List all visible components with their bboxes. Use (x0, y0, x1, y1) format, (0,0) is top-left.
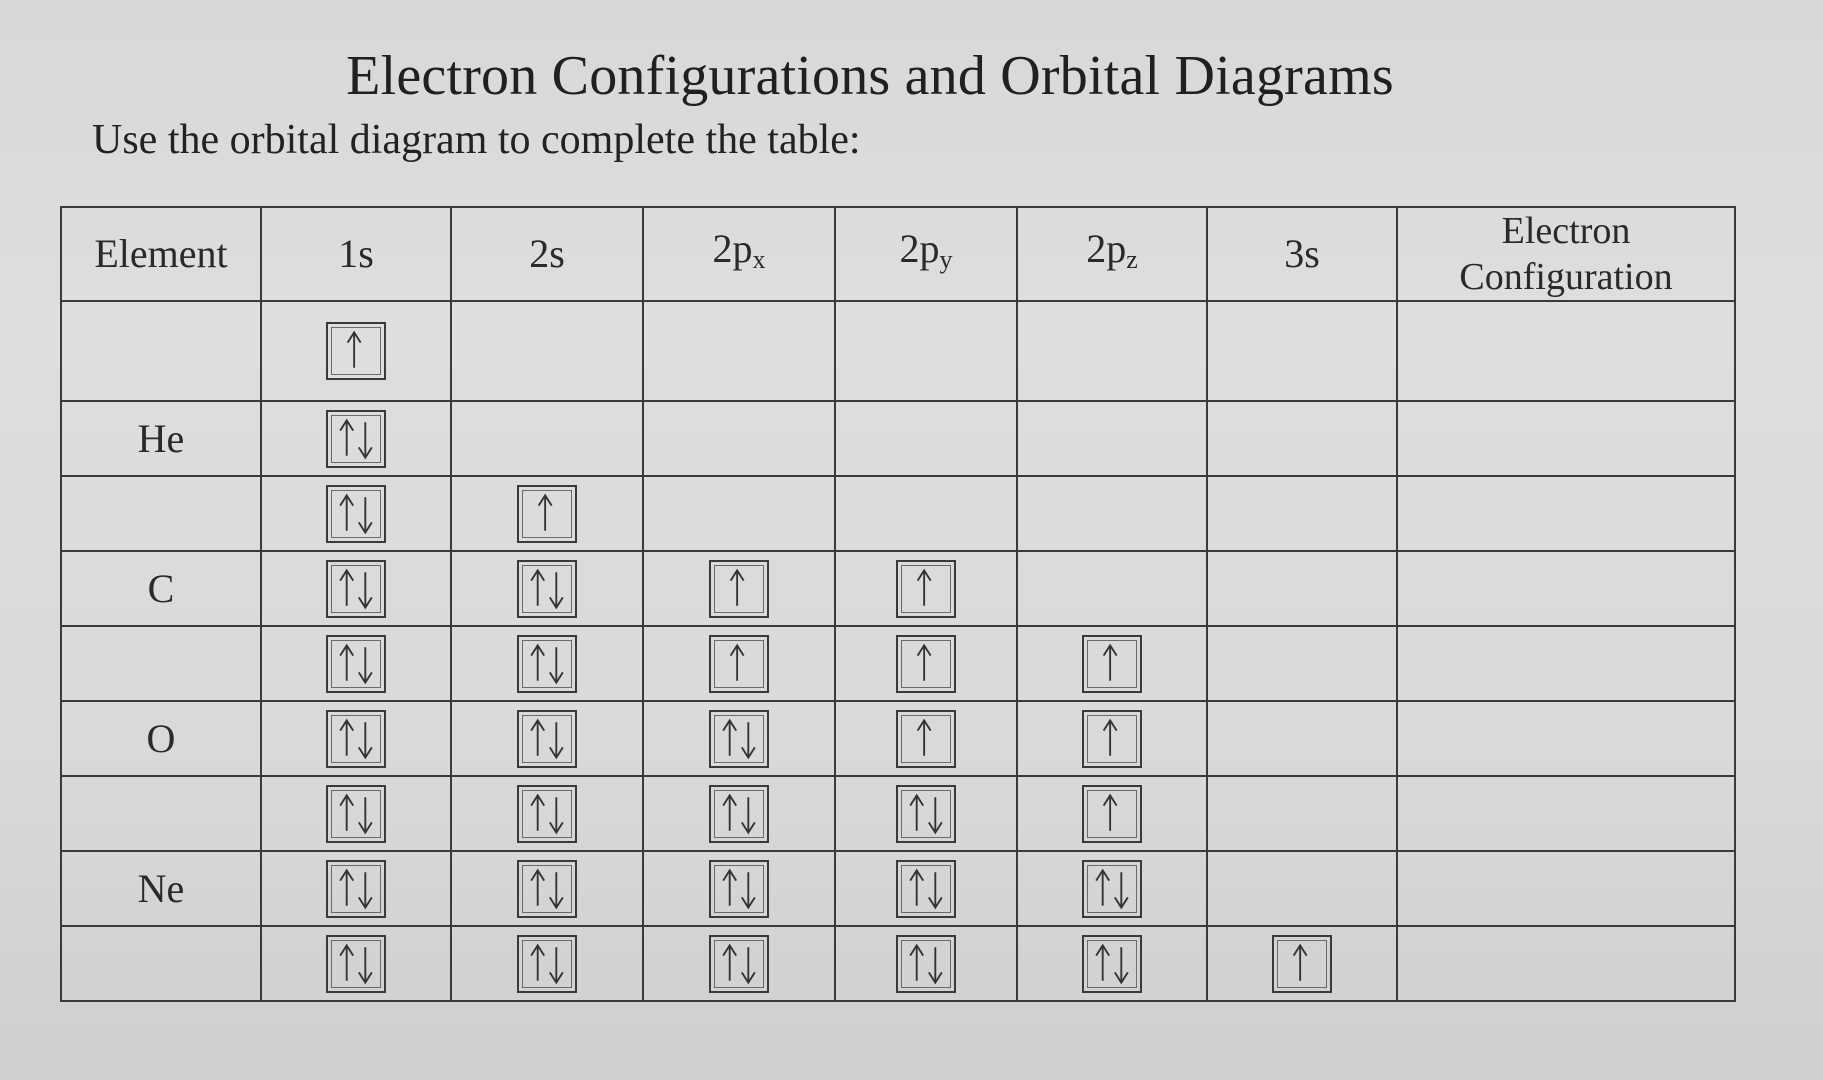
orbital-cell-2px[interactable] (643, 776, 835, 851)
orbital-box-single (896, 635, 956, 693)
header-2s (451, 207, 643, 301)
spin-pair-arrows-icon (898, 787, 954, 841)
header-config-line1: Electron (1501, 210, 1631, 252)
orbital-cell-2pz[interactable] (1017, 301, 1207, 401)
spin-up-arrow-icon (898, 712, 954, 766)
orbital-cell-1s[interactable] (261, 851, 451, 926)
electron-configuration-cell[interactable] (1397, 926, 1735, 1001)
orbital-box-paired (896, 785, 956, 843)
table-row (61, 401, 1735, 476)
orbital-box-paired (326, 710, 386, 768)
header-element (61, 207, 261, 301)
element-cell[interactable]: O (61, 701, 261, 776)
orbital-box-single (326, 322, 386, 380)
header-2s-label: 2s (529, 231, 565, 276)
orbital-cell-2pz[interactable] (1017, 926, 1207, 1001)
orbital-box-paired (326, 860, 386, 918)
orbital-cell-1s[interactable] (261, 776, 451, 851)
orbital-cell-2px[interactable] (643, 626, 835, 701)
orbital-box-single (517, 485, 577, 543)
spin-pair-arrows-icon (1084, 937, 1140, 991)
orbital-box-paired (326, 485, 386, 543)
page-title: Electron Configurations and Orbital Diagrams (346, 45, 1394, 107)
header-row (61, 207, 1735, 301)
spin-pair-arrows-icon (711, 712, 767, 766)
spin-up-arrow-icon (1084, 787, 1140, 841)
electron-configuration-cell[interactable] (1397, 851, 1735, 926)
spin-pair-arrows-icon (711, 787, 767, 841)
orbital-cell-2s[interactable] (451, 626, 643, 701)
header-2pz-label: 2p (1086, 225, 1127, 271)
orbital-cell-2py[interactable] (835, 776, 1017, 851)
header-1s-label: 1s (338, 231, 374, 276)
spin-pair-arrows-icon (328, 862, 384, 916)
element-cell[interactable] (61, 476, 261, 551)
orbital-cell-2pz[interactable] (1017, 551, 1207, 626)
spin-up-arrow-icon (898, 562, 954, 616)
orbital-cell-1s[interactable] (261, 926, 451, 1001)
orbital-cell-2px[interactable] (643, 301, 835, 401)
spin-pair-arrows-icon (328, 412, 384, 466)
orbital-cell-3s[interactable] (1207, 926, 1397, 1001)
spin-pair-arrows-icon (328, 637, 384, 691)
spin-pair-arrows-icon (519, 562, 575, 616)
orbital-box-paired (709, 935, 769, 993)
table-row (61, 776, 1735, 851)
orbital-cell-2s[interactable] (451, 301, 643, 401)
orbital-cell-2s[interactable] (451, 551, 643, 626)
orbital-cell-1s[interactable] (261, 551, 451, 626)
spin-up-arrow-icon (1084, 712, 1140, 766)
spin-up-arrow-icon (519, 487, 575, 541)
orbital-cell-1s[interactable] (261, 476, 451, 551)
spin-pair-arrows-icon (711, 937, 767, 991)
orbital-cell-3s[interactable] (1207, 401, 1397, 476)
spin-pair-arrows-icon (519, 712, 575, 766)
orbital-cell-2px[interactable] (643, 551, 835, 626)
spin-pair-arrows-icon (328, 787, 384, 841)
element-cell[interactable] (61, 776, 261, 851)
instructions-text: Use the orbital diagram to complete the table: (92, 117, 861, 163)
header-2px (643, 207, 835, 301)
orbital-box-paired (326, 560, 386, 618)
electron-configuration-cell[interactable] (1397, 626, 1735, 701)
table-row (61, 551, 1735, 626)
header-3s (1207, 207, 1397, 301)
element-cell[interactable] (61, 301, 261, 401)
electron-configuration-cell[interactable] (1397, 551, 1735, 626)
orbital-cell-2px[interactable] (643, 851, 835, 926)
orbital-box-paired (326, 410, 386, 468)
orbital-cell-1s[interactable] (261, 626, 451, 701)
spin-pair-arrows-icon (898, 937, 954, 991)
element-cell[interactable]: Ne (61, 851, 261, 926)
orbital-box-paired (517, 560, 577, 618)
element-cell[interactable] (61, 926, 261, 1001)
orbital-cell-3s[interactable] (1207, 851, 1397, 926)
spin-pair-arrows-icon (519, 787, 575, 841)
orbital-box-single (896, 560, 956, 618)
orbital-box-paired (326, 635, 386, 693)
orbital-cell-3s[interactable] (1207, 701, 1397, 776)
header-2px-subscript: x (752, 244, 766, 274)
header-2py-subscript: y (939, 244, 953, 274)
orbital-box-paired (1082, 935, 1142, 993)
table-row (61, 476, 1735, 551)
orbital-box-single (1082, 785, 1142, 843)
orbital-box-paired (896, 860, 956, 918)
spin-pair-arrows-icon (1084, 862, 1140, 916)
orbital-cell-2py[interactable] (835, 476, 1017, 551)
orbital-cell-3s[interactable] (1207, 551, 1397, 626)
orbital-cell-2s[interactable] (451, 476, 643, 551)
orbital-cell-2pz[interactable] (1017, 626, 1207, 701)
header-electron-configuration (1397, 207, 1735, 301)
orbital-cell-1s[interactable] (261, 301, 451, 401)
orbital-cell-2pz[interactable] (1017, 476, 1207, 551)
spin-up-arrow-icon (711, 637, 767, 691)
spin-pair-arrows-icon (328, 937, 384, 991)
spin-pair-arrows-icon (328, 562, 384, 616)
header-2px-label: 2p (712, 225, 753, 271)
orbital-cell-3s[interactable] (1207, 301, 1397, 401)
orbital-box-paired (517, 785, 577, 843)
orbital-cell-2pz[interactable] (1017, 701, 1207, 776)
spin-up-arrow-icon (328, 324, 384, 378)
electron-configuration-cell[interactable] (1397, 401, 1735, 476)
orbital-cell-2py[interactable] (835, 851, 1017, 926)
spin-up-arrow-icon (898, 637, 954, 691)
header-2py-label: 2p (899, 225, 940, 271)
orbital-cell-2pz[interactable] (1017, 401, 1207, 476)
element-cell[interactable] (61, 626, 261, 701)
orbital-box-single (896, 710, 956, 768)
spin-pair-arrows-icon (519, 862, 575, 916)
table-body (61, 301, 1735, 1001)
orbital-box-single (1082, 635, 1142, 693)
orbital-table (60, 206, 1736, 1002)
header-3s-label: 3s (1284, 231, 1320, 276)
orbital-cell-1s[interactable] (261, 401, 451, 476)
orbital-box-paired (1082, 860, 1142, 918)
electron-configuration-cell[interactable] (1397, 476, 1735, 551)
orbital-box-paired (517, 710, 577, 768)
orbital-box-single (1272, 935, 1332, 993)
orbital-cell-2py[interactable] (835, 551, 1017, 626)
spin-up-arrow-icon (1274, 937, 1330, 991)
table-row (61, 301, 1735, 401)
orbital-box-paired (517, 935, 577, 993)
orbital-box-paired (326, 785, 386, 843)
orbital-cell-2px[interactable] (643, 926, 835, 1001)
orbital-cell-2s[interactable] (451, 401, 643, 476)
header-2pz-subscript: z (1126, 244, 1138, 274)
spin-up-arrow-icon (711, 562, 767, 616)
orbital-cell-2py[interactable] (835, 301, 1017, 401)
orbital-box-paired (709, 710, 769, 768)
element-cell[interactable]: He (61, 401, 261, 476)
orbital-cell-2s[interactable] (451, 701, 643, 776)
orbital-cell-2px[interactable] (643, 701, 835, 776)
element-cell[interactable]: C (61, 551, 261, 626)
spin-pair-arrows-icon (328, 487, 384, 541)
orbital-cell-2pz[interactable] (1017, 851, 1207, 926)
table-row (61, 701, 1735, 776)
electron-configuration-cell[interactable] (1397, 301, 1735, 401)
orbital-cell-3s[interactable] (1207, 626, 1397, 701)
orbital-cell-2py[interactable] (835, 401, 1017, 476)
spin-up-arrow-icon (1084, 637, 1140, 691)
orbital-box-single (709, 560, 769, 618)
orbital-box-paired (326, 935, 386, 993)
spin-pair-arrows-icon (898, 862, 954, 916)
electron-configuration-cell[interactable] (1397, 701, 1735, 776)
orbital-cell-2px[interactable] (643, 401, 835, 476)
orbital-cell-2py[interactable] (835, 926, 1017, 1001)
header-element-label: Element (94, 231, 228, 276)
orbital-box-paired (517, 860, 577, 918)
header-1s (261, 207, 451, 301)
table-row (61, 926, 1735, 1001)
spin-pair-arrows-icon (711, 862, 767, 916)
orbital-cell-2s[interactable] (451, 776, 643, 851)
orbital-box-single (709, 635, 769, 693)
orbital-box-paired (517, 635, 577, 693)
spin-pair-arrows-icon (519, 937, 575, 991)
orbital-cell-3s[interactable] (1207, 476, 1397, 551)
orbital-cell-2py[interactable] (835, 626, 1017, 701)
spin-pair-arrows-icon (328, 712, 384, 766)
electron-configuration-cell[interactable] (1397, 776, 1735, 851)
table-row (61, 851, 1735, 926)
orbital-box-paired (709, 860, 769, 918)
header-config-line2: Configuration (1459, 256, 1673, 298)
spin-pair-arrows-icon (519, 637, 575, 691)
orbital-cell-1s[interactable] (261, 701, 451, 776)
header-2pz (1017, 207, 1207, 301)
header-2py (835, 207, 1017, 301)
orbital-cell-2s[interactable] (451, 851, 643, 926)
orbital-cell-2py[interactable] (835, 701, 1017, 776)
orbital-cell-3s[interactable] (1207, 776, 1397, 851)
orbital-box-single (1082, 710, 1142, 768)
orbital-box-paired (709, 785, 769, 843)
orbital-cell-2s[interactable] (451, 926, 643, 1001)
table-row (61, 626, 1735, 701)
orbital-box-paired (896, 935, 956, 993)
orbital-cell-2px[interactable] (643, 476, 835, 551)
orbital-cell-2pz[interactable] (1017, 776, 1207, 851)
